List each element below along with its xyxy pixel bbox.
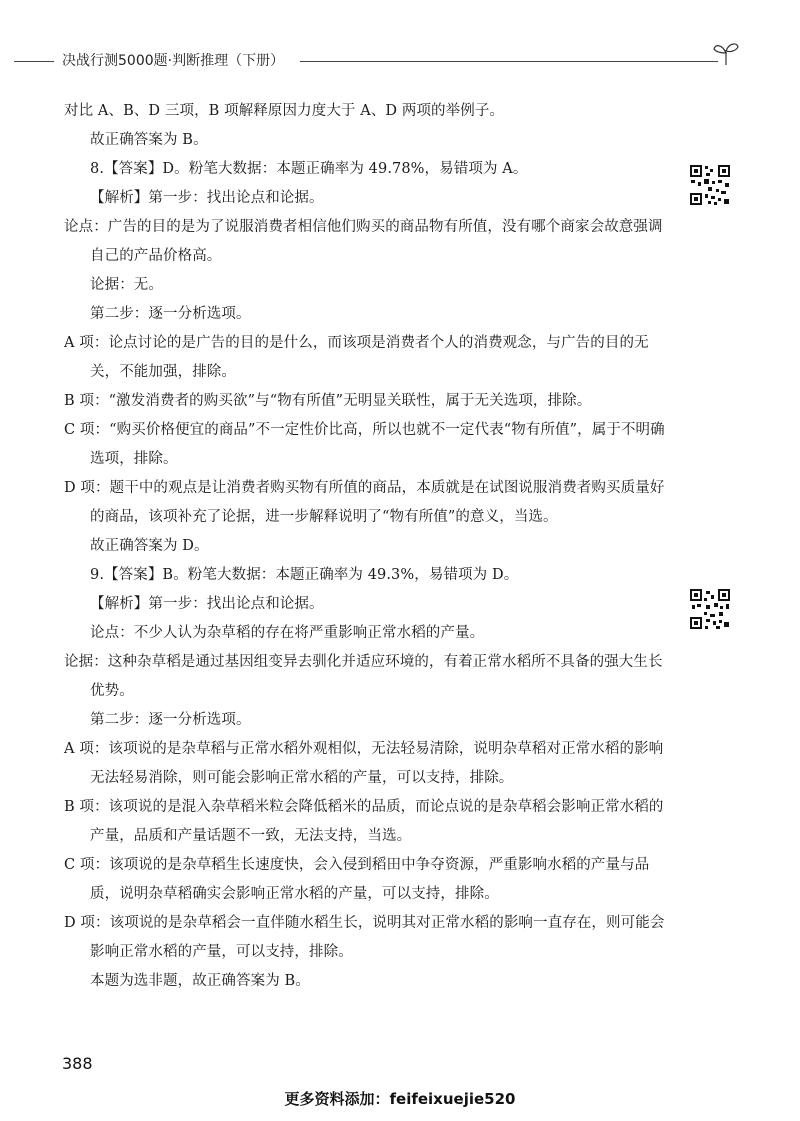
option-c-analysis: C 项：“购买价格便宜的商品”不一定性价比高，所以也就不一定代表“物有所值”，属于不明确选项，排除。 — [64, 422, 665, 467]
footer-note: 更多资料添加：feifeixuejie520 — [284, 1090, 516, 1108]
paragraph: 故正确答案为 D。 — [90, 538, 209, 554]
header-rule-left — [14, 61, 54, 62]
paragraph: 论据：这种杂草稻是通过基因组变异去驯化并适应环境的，有着正常水稻所不具备的强大生长优势。 — [64, 654, 663, 699]
paragraph: 论点：广告的目的是为了说服消费者相信他们购买的商品物有所值，没有哪个商家会故意强调自己的产品价格高。 — [64, 219, 663, 264]
option-b-analysis: B 项：该项说的是混入杂草稻米粒会降低稻米的品质，而论点说的是杂草稻会影响正常水稻的产量，品质和产量话题不一致，无法支持，当选。 — [64, 799, 664, 844]
answer-q9: 9.【答案】B。粉笔大数据：本题正确率为 49.3%，易错项为 D。 — [90, 567, 519, 583]
paragraph: 第二步：逐一分析选项。 — [90, 306, 251, 322]
sprout-icon — [712, 40, 740, 66]
analysis-step1-q8: 【解析】第一步：找出论点和论据。 — [90, 190, 324, 206]
header-rule-right — [300, 61, 718, 62]
option-b-analysis: B 项：“激发消费者的购买欲”与“物有所值”无明显关联性，属于无关选项，排除。 — [64, 393, 592, 409]
paragraph: 对比 A、B、D 三项，B 项解释原因力度大于 A、D 两项的举例子。 — [64, 103, 505, 119]
option-c-analysis: C 项：该项说的是杂草稻生长速度快，会入侵到稻田中争夺资源，严重影响水稻的产量与品质，说明杂草稻确实会影响正常水稻的产量，可以支持，排除。 — [64, 857, 650, 902]
qr-code-icon[interactable] — [688, 163, 732, 207]
option-a-analysis: A 项：该项说的是杂草稻与正常水稻外观相似，无法轻易清除，说明杂草稻对正常水稻的影响无法轻易消除，则可能会影响正常水稻的产量，可以支持，排除。 — [64, 741, 664, 786]
running-header-title: 决战行测5000题·判断推理（下册） — [62, 53, 285, 69]
paragraph: 第二步：逐一分析选项。 — [90, 712, 251, 728]
analysis-step1-q9: 【解析】第一步：找出论点和论据。 — [90, 596, 324, 612]
qr-code-icon[interactable] — [688, 587, 732, 631]
paragraph: 论点：不少人认为杂草稻的存在将严重影响正常水稻的产量。 — [90, 625, 485, 641]
paragraph: 论据：无。 — [90, 277, 163, 293]
option-d-analysis: D 项：该项说的是杂草稻会一直伴随水稻生长，说明其对正常水稻的影响一直存在，则可能会影响正常水稻的产量，可以支持，排除。 — [64, 915, 665, 960]
paragraph: 故正确答案为 B。 — [90, 132, 208, 148]
option-d-analysis: D 项：题干中的观点是让消费者购买物有所值的商品，本质就是在试图说服消费者购买质量好的商品，该项补充了论据，进一步解释说明了“物有所值”的意义，当选。 — [64, 480, 665, 525]
page-number: 388 — [62, 1054, 93, 1073]
paragraph: 本题为选非题，故正确答案为 B。 — [90, 973, 310, 989]
answer-q8: 8.【答案】D。粉笔大数据：本题正确率为 49.78%，易错项为 A。 — [90, 161, 528, 177]
answer-explanation-body — [64, 97, 668, 996]
option-a-analysis: A 项：论点讨论的是广告的目的是什么，而该项是消费者个人的消费观念，与广告的目的无关，不能加强，排除。 — [64, 335, 649, 380]
